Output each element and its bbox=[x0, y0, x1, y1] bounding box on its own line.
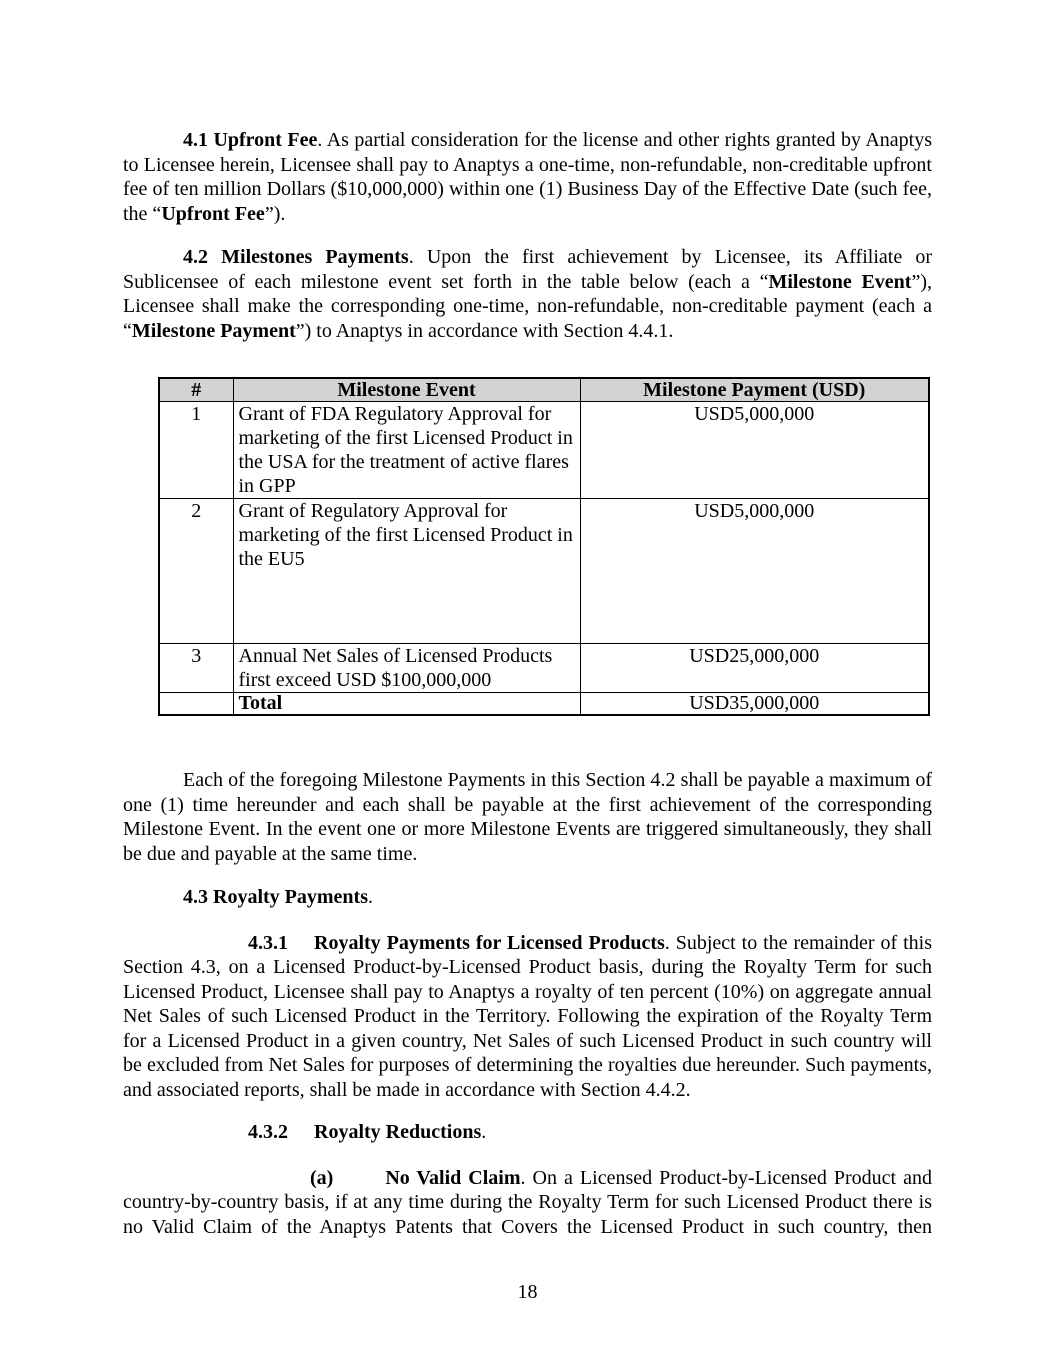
milestone-payment-cell: USD5,000,000 bbox=[580, 499, 929, 644]
milestone-event-cell: Grant of FDA Regulatory Approval for marketing of the first Licensed Product in the USA for the treatment of active flares in GPP bbox=[233, 402, 580, 499]
row-number: 3 bbox=[159, 644, 233, 693]
row-number: 2 bbox=[159, 499, 233, 644]
table-row bbox=[159, 499, 929, 644]
paragraph-milestone-payable-terms: Each of the foregoing Milestone Payments in this Section 4.2 shall be payable a maximum of one (1) time hereunder and each shall be payable at the first achievement of the corresponding Milestone Event. In the event one or more Milestone Events are triggered simultaneously, they shall be due and payable at the same time. bbox=[123, 769, 932, 865]
header-milestone-event: Milestone Event bbox=[233, 378, 580, 402]
document-content bbox=[123, 0, 932, 1239]
table-row bbox=[159, 402, 929, 499]
milestone-event-cell: Grant of Regulatory Approval for marketing of the first Licensed Product in the EU5 bbox=[233, 499, 580, 644]
header-milestone-payment: Milestone Payment (USD) bbox=[580, 378, 929, 402]
heading-royalty-payments: 4.3 Royalty Payments. bbox=[183, 886, 373, 908]
row-number: 1 bbox=[159, 402, 233, 499]
milestone-payment-cell: USD5,000,000 bbox=[580, 402, 929, 499]
total-payment-cell: USD35,000,000 bbox=[580, 693, 929, 716]
table-row bbox=[159, 644, 929, 693]
milestone-table bbox=[158, 377, 930, 716]
table-header-row bbox=[159, 378, 929, 402]
header-number: # bbox=[159, 378, 233, 402]
paragraph-upfront-fee: 4.1 Upfront Fee. As partial consideration for the license and other rights granted by Anaptys to Licensee herein, Licensee shall pay to Anaptys a one-time, non-refundable, non-creditable upfront fee of ten million Dollars ($10,000,000) within one (1) Business Day of the Effective Date (such fee, the “Upfront Fee”). bbox=[123, 129, 932, 225]
total-empty-cell bbox=[159, 693, 233, 716]
total-label-cell: Total bbox=[233, 693, 580, 716]
milestone-payment-cell: USD25,000,000 bbox=[580, 644, 929, 693]
heading-royalty-reductions: 4.3.2 Royalty Reductions. bbox=[248, 1121, 487, 1143]
paragraph-no-valid-claim: (a) No Valid Claim. On a Licensed Product-by-Licensed Product and country-by-country basis, if at any time during the Royalty Term for such Licensed Product there is no Valid Claim of the Anaptys Patents that Covers the Licensed Product in such country, then bbox=[123, 1166, 932, 1238]
milestone-event-cell: Annual Net Sales of Licensed Products first exceed USD $100,000,000 bbox=[233, 644, 580, 693]
paragraph-royalty-payments-licensed-products: 4.3.1 Royalty Payments for Licensed Products. Subject to the remainder of this Section 4.3, on a Licensed Product-by-Licensed Product basis, during the Royalty Term for such Licensed Product, Licensee shall pay to Anaptys a royalty of ten percent (10%) on aggregate annual Net Sales of such Licensed Product in the Territory. Following the expiration of the Royalty Term for a Licensed Product in a given country, Net Sales of such Licensed Product in such country will be excluded from Net Sales for purposes of determining the royalties due hereunder. Such payments, and associated reports, shall be made in accordance with Section 4.4.2. bbox=[123, 931, 932, 1101]
milestone-table-wrapper bbox=[158, 377, 932, 716]
table-total-row bbox=[159, 693, 929, 716]
page-number: 18 bbox=[517, 1281, 538, 1303]
paragraph-milestones-payments: 4.2 Milestones Payments. Upon the first achievement by Licensee, its Affiliate or Sublicensee of each milestone event set forth in the table below (each a “Milestone Event”), Licensee shall make the corresponding one-time, non-refundable, non-creditable payment (each a “Milestone Payment”) to Anaptys in accordance with Section 4.4.1. bbox=[123, 246, 933, 342]
